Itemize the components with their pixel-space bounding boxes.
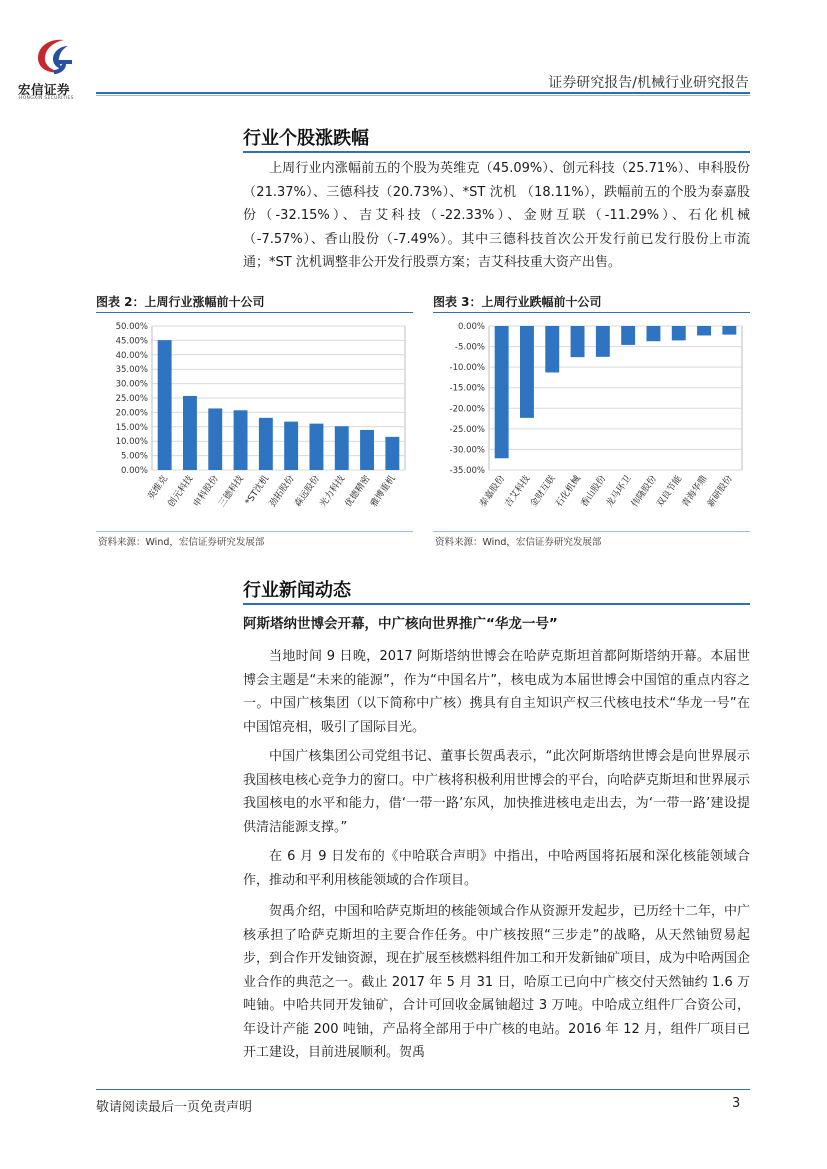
news-paragraph-4 bbox=[243, 900, 750, 1065]
x-tick-label: 劲拓股份 bbox=[267, 473, 297, 510]
bar bbox=[335, 426, 349, 470]
x-tick-label: 龙马环卫 bbox=[604, 473, 634, 510]
paragraph-text: 在 6 月 9 日发布的《中哈联合声明》中指出，中哈两国将拓展和深化核能领域合作，推动和平利用核能领域的合作项目。 bbox=[243, 849, 750, 888]
y-tick-label: -25.00% bbox=[449, 424, 485, 435]
bar bbox=[208, 408, 222, 470]
company-name: 宏信证券 bbox=[18, 82, 71, 97]
x-tick-label: 创元科技 bbox=[166, 473, 196, 510]
bar bbox=[520, 326, 534, 418]
section-title-underline bbox=[243, 603, 750, 605]
x-tick-label: 青海华鼎 bbox=[680, 473, 710, 510]
bar bbox=[722, 326, 736, 335]
x-tick-label: *ST沈机 bbox=[243, 473, 272, 508]
bar bbox=[259, 418, 273, 470]
paragraph-text: 上周行业内涨幅前五的个股为英维克（45.09%）、创元科技（25.71%）、申科股份（21.37%）、三德科技（20.73%）、*ST 沈机 （18.11%），跌幅前五的个股为泰嘉股份（-32.15%）、吉艾科技（-22.33%）、金财互联（-11.29%）、石化机械（-7.57%）、香山股份（-7.49%）。其中三德科技首次公开发行前已发行股份上市流通；*ST 沈机调整非公开发行股票方案；吉艾科技重大资产出售。 bbox=[243, 161, 750, 270]
y-tick-label: -35.00% bbox=[449, 466, 485, 476]
x-tick-label: 双良节能 bbox=[655, 473, 685, 510]
company-name-en: HONGXIN SECURITIES bbox=[19, 96, 74, 101]
x-tick-label: 新研股份 bbox=[705, 473, 735, 510]
y-tick-label: 15.00% bbox=[115, 422, 148, 433]
y-tick-label: 40.00% bbox=[115, 350, 148, 361]
y-tick-label: -5.00% bbox=[454, 342, 485, 353]
bar bbox=[545, 326, 559, 372]
x-tick-label: 伟隆股份 bbox=[630, 473, 659, 510]
bar bbox=[596, 326, 610, 357]
y-tick-label: 35.00% bbox=[115, 365, 148, 376]
x-tick-label: 申科股份 bbox=[191, 473, 221, 510]
page-number: 3 bbox=[732, 1096, 741, 1111]
bar bbox=[234, 410, 248, 470]
news-headline: 阿斯塔纳世博会开幕，中广核向世界推广“华龙一号” bbox=[243, 616, 558, 632]
y-tick-label: 0.00% bbox=[457, 322, 485, 332]
bar bbox=[495, 326, 509, 458]
x-tick-label: 森远股份 bbox=[293, 473, 322, 510]
bar bbox=[309, 424, 323, 470]
paragraph-text: 贺禹介绍，中国和哈萨克斯坦的核能领域合作从资源开发起步，已历经十二年，中广核承担了哈萨克斯坦的主要合作任务。中广核按照“三步走”的战略，从天然铀贸易起步，到合作开发铀资源，现在扩展至核燃料组件加工和开发新铀矿项目，成为中哈两国企业合作的典范之一。截止 2017 年 5 月 31 日，哈原工已向中广核交付天然铀约 1.6 万吨铀。中哈共同开发铀矿，合计可回收金属铀超过 3 万吨。中哈成立组件厂合资公司，年设计产能 200 吨铀，产品将全部用于中广核的电站。2016 年 12 月，组件厂项目已开工建设，目前进展顺利。贺禹 bbox=[243, 904, 751, 1060]
gainers-bar-chart bbox=[96, 314, 413, 530]
y-tick-label: -10.00% bbox=[449, 363, 485, 374]
bar bbox=[385, 437, 399, 470]
bar bbox=[571, 326, 585, 357]
x-tick-label: 金财互联 bbox=[528, 473, 558, 510]
bar bbox=[621, 326, 635, 345]
news-paragraph-1 bbox=[243, 645, 750, 739]
news-paragraph-2 bbox=[243, 745, 750, 839]
y-tick-label: 50.00% bbox=[115, 322, 148, 332]
header-divider-thin bbox=[96, 95, 750, 96]
x-tick-label: 泰嘉股份 bbox=[478, 473, 508, 510]
stock-moves-paragraph bbox=[243, 157, 750, 275]
paragraph-text: 当地时间 9 日晚，2017 阿斯塔纳世博会在哈萨克斯坦首都阿斯塔纳开幕。本届世博会主题是“未来的能源”，作为“中国名片”，核电成为本届世博会中国馆的重点内容之一。中国广核集团（以下简称中广核）携具有自主知识产权三代核电技术“华龙一号”在中国馆亮相，吸引了国际目光。 bbox=[243, 649, 750, 735]
section-title-underline bbox=[243, 151, 750, 153]
section-title-stock-moves: 行业个股涨跌幅 bbox=[243, 128, 369, 149]
y-tick-label: 10.00% bbox=[115, 437, 148, 448]
y-tick-label: -15.00% bbox=[449, 383, 485, 394]
x-tick-label: 香山股份 bbox=[579, 473, 609, 510]
report-type: 证券研究报告/机械行业研究报告 bbox=[548, 75, 749, 91]
losers-bar-chart bbox=[433, 314, 750, 530]
paragraph-text: 中国广核集团公司党组书记、董事长贺禹表示，“此次阿斯塔纳世博会是向世界展示我国核电核心竞争力的窗口。中广核将积极利用世博会的平台，向哈萨克斯坦和世界展示我国核电的水平和能力，借‘一带一路’东风，加快推进核电走出去，为‘一带一路’建设提供清洁能源支撑。” bbox=[243, 749, 751, 835]
section-title-industry-news: 行业新闻动态 bbox=[243, 580, 351, 601]
y-tick-label: 25.00% bbox=[115, 394, 148, 404]
figure2-title: 图表 2：上周行业涨幅前十公司 bbox=[96, 295, 265, 309]
figure3-title: 图表 3：上周行业跌幅前十公司 bbox=[433, 295, 602, 309]
bar bbox=[672, 326, 686, 340]
bar bbox=[158, 340, 172, 470]
figure2-source: 资料来源：Wind，宏信证券研究发展部 bbox=[98, 537, 265, 548]
x-tick-label: 优德精密 bbox=[343, 473, 373, 510]
bar bbox=[646, 326, 660, 341]
disclaimer-note: 敬请阅读最后一页免责声明 bbox=[96, 1100, 253, 1115]
figure3-bottom-rule bbox=[433, 531, 750, 532]
x-tick-label: 石化机械 bbox=[554, 473, 584, 510]
bar bbox=[284, 422, 298, 470]
figure3-top-rule bbox=[433, 312, 750, 313]
header-divider bbox=[96, 92, 750, 94]
x-tick-label: 三德科技 bbox=[217, 473, 247, 510]
y-tick-label: 20.00% bbox=[115, 408, 148, 419]
y-tick-label: 45.00% bbox=[115, 336, 148, 347]
y-tick-label: -20.00% bbox=[449, 404, 485, 415]
news-paragraph-3 bbox=[243, 845, 750, 892]
x-tick-label: 雅博重机 bbox=[368, 473, 398, 510]
bar bbox=[183, 396, 197, 470]
y-tick-label: 0.00% bbox=[120, 466, 148, 476]
y-tick-label: 30.00% bbox=[115, 379, 148, 390]
x-tick-label: 英维克 bbox=[146, 473, 171, 502]
figure2-top-rule bbox=[96, 312, 413, 313]
figure3-source: 资料来源：Wind，宏信证券研究发展部 bbox=[435, 537, 602, 548]
figure2-bottom-rule bbox=[96, 531, 413, 532]
x-tick-label: 光力科技 bbox=[318, 473, 348, 510]
bar bbox=[360, 430, 374, 470]
bar bbox=[697, 326, 711, 335]
y-tick-label: -30.00% bbox=[449, 445, 485, 456]
y-tick-label: 5.00% bbox=[120, 451, 148, 462]
logo-mark-icon bbox=[20, 36, 84, 82]
x-tick-label: 吉艾科技 bbox=[503, 473, 533, 510]
footer-divider bbox=[96, 1089, 750, 1090]
